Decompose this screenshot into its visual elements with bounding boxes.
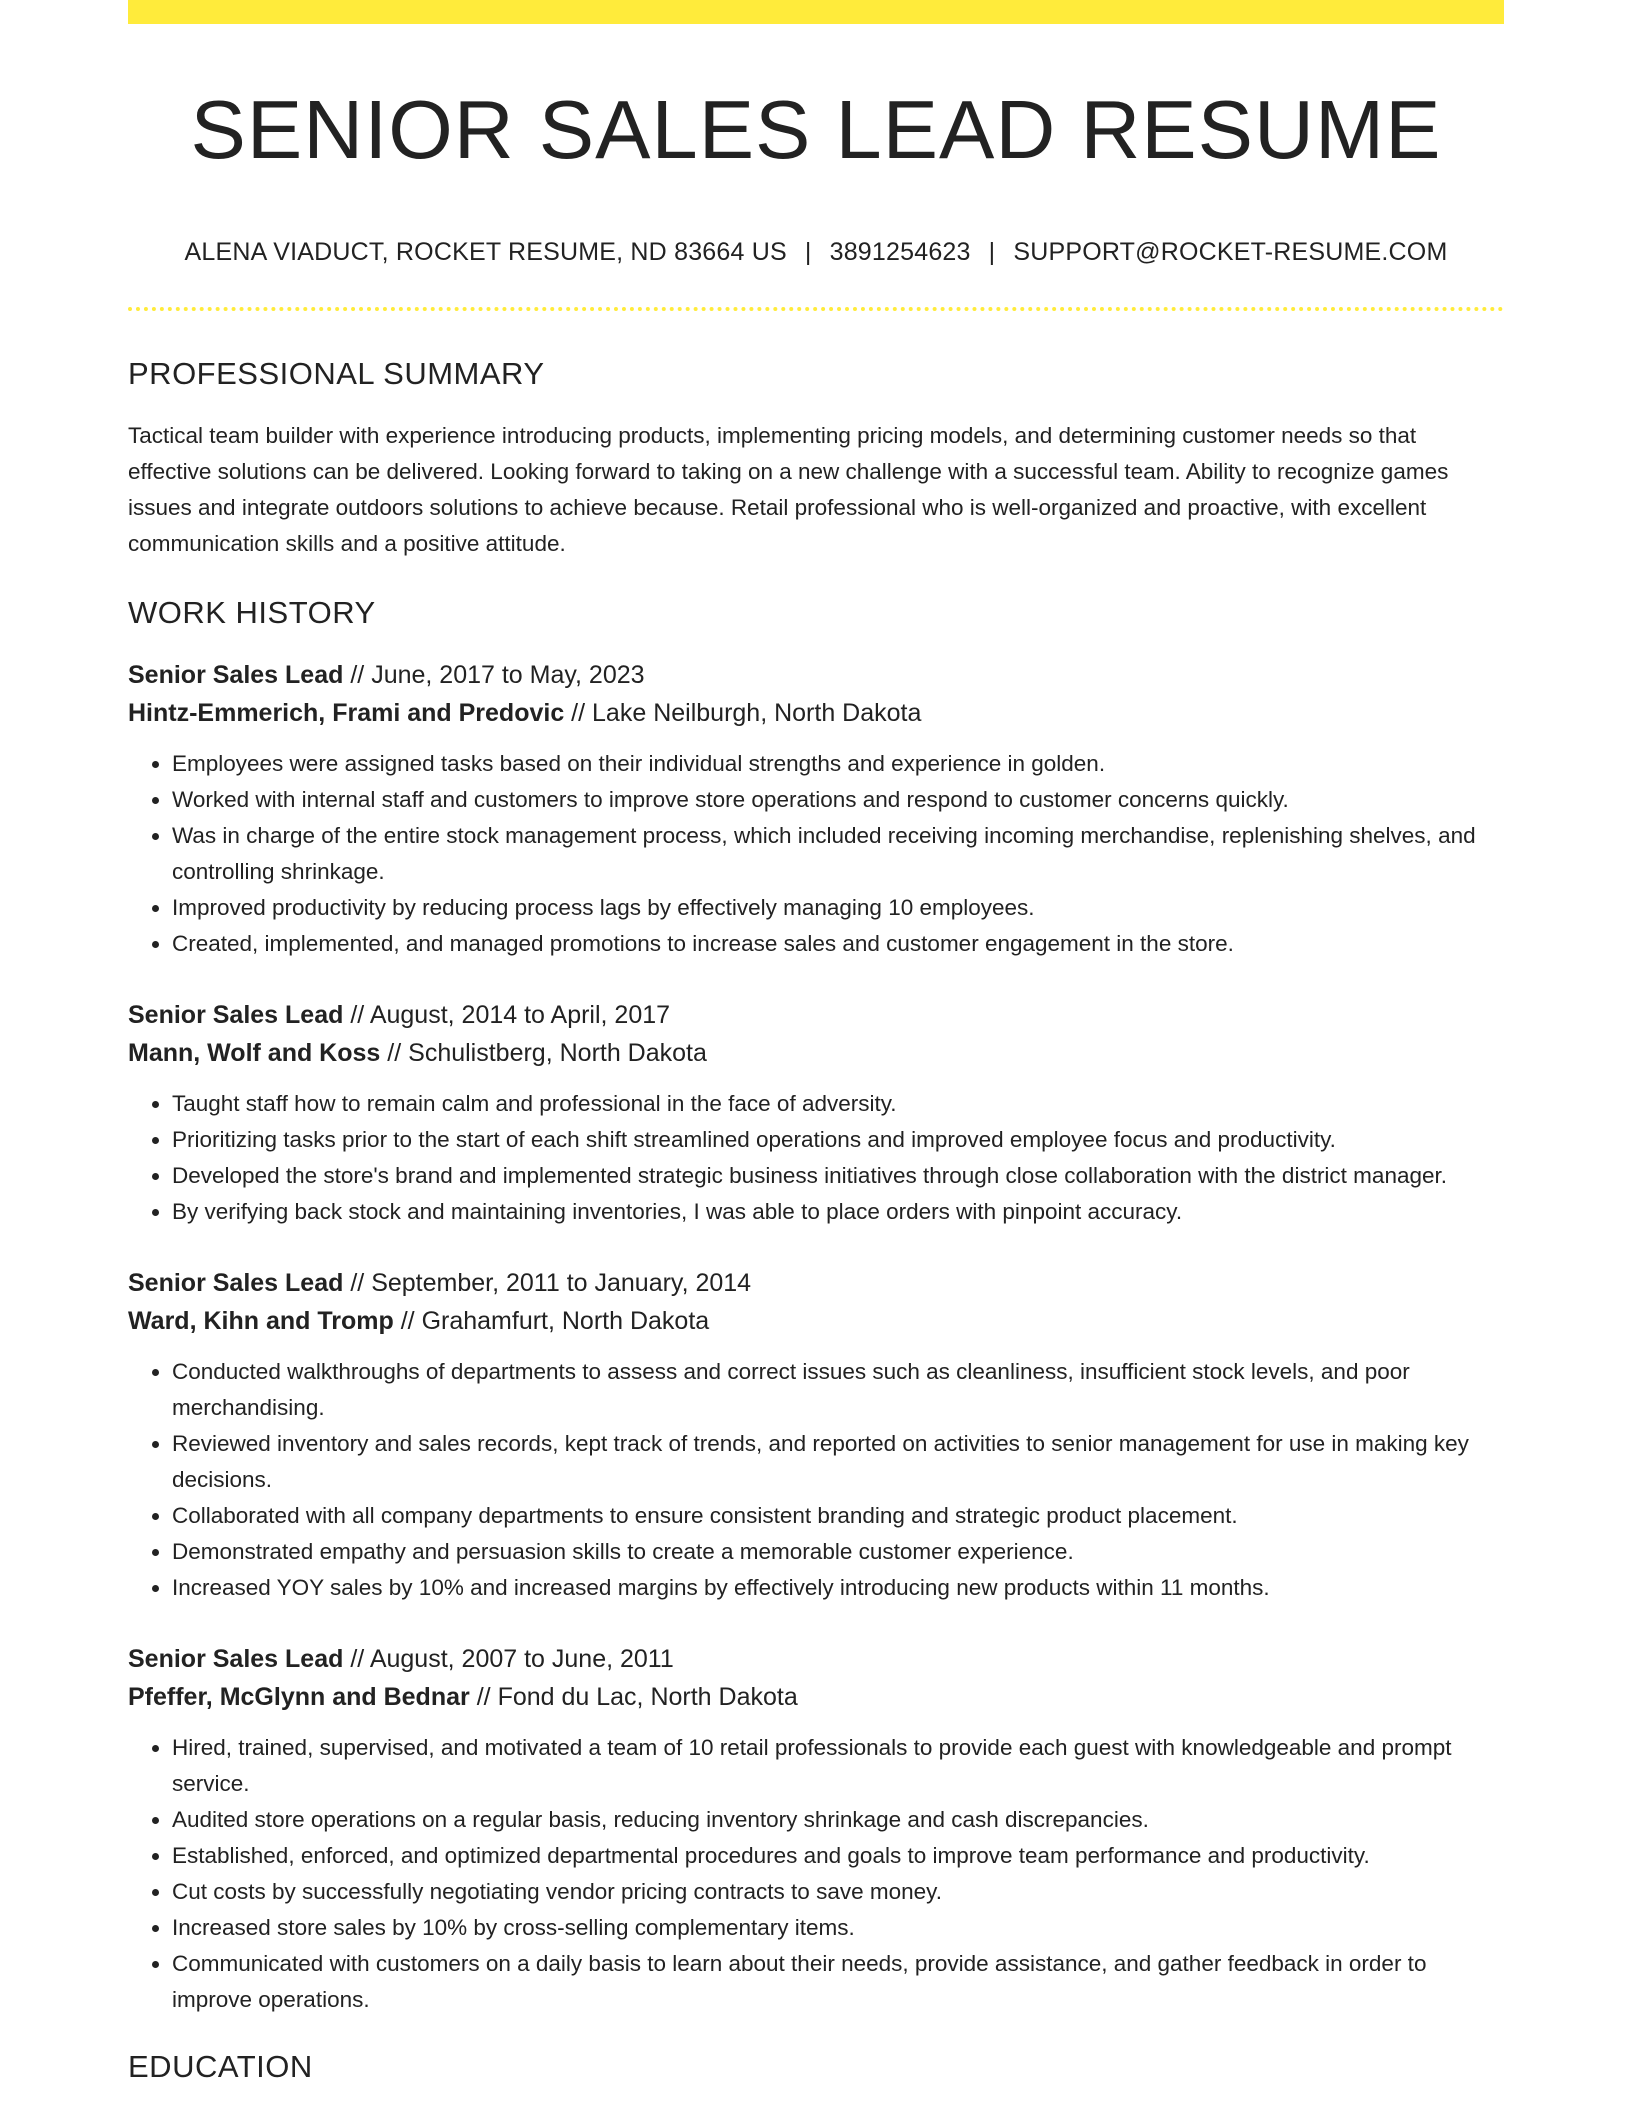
job-bullet: • Hired, trained, supervised, and motivated a team of 10 retail professionals to provide each guest with knowledgeable and prompt service. — [172, 1730, 1504, 1802]
job-company: Mann, Wolf and Koss — [128, 1038, 381, 1067]
top-accent-bar — [128, 0, 1504, 24]
job-title-line — [128, 1640, 1504, 1678]
job-separator: // — [387, 1038, 402, 1067]
job-bullet: • Collaborated with all company departments to ensure consistent branding and strategic product placement. — [172, 1498, 1504, 1534]
job-bullet: • Reviewed inventory and sales records, kept track of trends, and reported on activities to senior management for use in making key decisions. — [172, 1426, 1504, 1498]
job-entry — [128, 996, 1504, 1230]
job-dates: June, 2017 to May, 2023 — [371, 660, 645, 689]
job-bullet: • Communicated with customers on a daily basis to learn about their needs, provide assistance, and gather feedback in order to improve operations. — [172, 1946, 1504, 2018]
dotted-divider — [128, 307, 1504, 311]
job-title-line — [128, 996, 1504, 1034]
job-bullet: • Increased YOY sales by 10% and increased margins by effectively introducing new products within 11 months. — [172, 1570, 1504, 1606]
job-company-line — [128, 1302, 1504, 1340]
education-heading: EDUCATION — [128, 2048, 313, 2084]
work-history-heading: WORK HISTORY — [128, 595, 376, 631]
job-title: Senior Sales Lead — [128, 660, 344, 689]
job-separator: // — [350, 660, 365, 689]
resume-title: SENIOR SALES LEAD RESUME — [190, 83, 1442, 176]
contact-separator: | — [988, 238, 996, 267]
job-company-line — [128, 1034, 1504, 1072]
job-separator: // — [476, 1682, 491, 1711]
job-company-line — [128, 694, 1504, 732]
job-title: Senior Sales Lead — [128, 1000, 344, 1029]
summary-text: Tactical team builder with experience introducing products, implementing pricing models, and determining customer needs so that effective solutions can be delivered. Looking forward to taking on a new challenge with a successful team. Ability to recognize games issues and integrate outdoors solutions to achieve because. Retail professional who is well-organized and proactive, with excellent communication skills and a positive attitude. — [128, 423, 1449, 557]
job-location: Schulistberg, North Dakota — [408, 1038, 707, 1067]
job-bullet-list — [128, 1354, 1504, 1606]
job-title-line — [128, 656, 1504, 694]
summary-heading: PROFESSIONAL SUMMARY — [128, 356, 545, 392]
job-bullet-list — [128, 746, 1504, 962]
contact-phone: 3891254623 — [829, 238, 971, 267]
job-separator: // — [350, 1268, 365, 1297]
job-title-line — [128, 1264, 1504, 1302]
job-location: Fond du Lac, North Dakota — [497, 1682, 798, 1711]
job-bullet: • Worked with internal staff and customers to improve store operations and respond to customer concerns quickly. — [172, 782, 1504, 818]
job-bullet: • Employees were assigned tasks based on their individual strengths and experience in golden. — [172, 746, 1504, 782]
job-company: Ward, Kihn and Tromp — [128, 1306, 394, 1335]
contact-address: ALENA VIADUCT, ROCKET RESUME, ND 83664 US — [184, 238, 787, 267]
job-entry — [128, 1264, 1504, 1606]
contact-separator: | — [804, 238, 812, 267]
job-bullet: • Created, implemented, and managed promotions to increase sales and customer engagement in the store. — [172, 926, 1504, 962]
job-bullet: • Audited store operations on a regular basis, reducing inventory shrinkage and cash discrepancies. — [172, 1802, 1504, 1838]
job-dates: August, 2007 to June, 2011 — [369, 1644, 674, 1673]
job-location: Grahamfurt, North Dakota — [421, 1306, 710, 1335]
resume-page — [128, 0, 1504, 2085]
job-title: Senior Sales Lead — [128, 1644, 344, 1673]
job-bullet-list — [128, 1730, 1504, 2018]
job-location: Lake Neilburgh, North Dakota — [592, 698, 922, 727]
contact-email: SUPPORT@ROCKET-RESUME.COM — [1013, 238, 1448, 267]
job-bullet: • Taught staff how to remain calm and professional in the face of adversity. — [172, 1086, 1504, 1122]
job-dates: August, 2014 to April, 2017 — [369, 1000, 671, 1029]
job-entry — [128, 656, 1504, 962]
contact-line — [128, 237, 1504, 267]
job-bullet: • Cut costs by successfully negotiating vendor pricing contracts to save money. — [172, 1874, 1504, 1910]
job-bullet: • Was in charge of the entire stock management process, which included receiving incoming merchandise, replenishing shelves, and controlling shrinkage. — [172, 818, 1504, 890]
job-company-line — [128, 1678, 1504, 1716]
job-dates: September, 2011 to January, 2014 — [371, 1268, 752, 1297]
job-bullet: • Conducted walkthroughs of departments to assess and correct issues such as cleanliness, insufficient stock levels, and poor merchandising. — [172, 1354, 1504, 1426]
job-bullet: • Demonstrated empathy and persuasion skills to create a memorable customer experience. — [172, 1534, 1504, 1570]
work-history-list — [128, 656, 1504, 2018]
job-bullet: • Increased store sales by 10% by cross-selling complementary items. — [172, 1910, 1504, 1946]
job-bullet: • Developed the store's brand and implemented strategic business initiatives through close collaboration with the district manager. — [172, 1158, 1504, 1194]
job-separator: // — [350, 1000, 365, 1029]
job-bullet: • Prioritizing tasks prior to the start of each shift streamlined operations and improved employee focus and productivity. — [172, 1122, 1504, 1158]
job-company: Hintz-Emmerich, Frami and Predovic — [128, 698, 565, 727]
job-bullet: • Established, enforced, and optimized departmental procedures and goals to improve team performance and productivity. — [172, 1838, 1504, 1874]
job-bullet-list — [128, 1086, 1504, 1230]
job-bullet: • By verifying back stock and maintaining inventories, I was able to place orders with pinpoint accuracy. — [172, 1194, 1504, 1230]
job-bullet: • Improved productivity by reducing process lags by effectively managing 10 employees. — [172, 890, 1504, 926]
job-separator: // — [350, 1644, 365, 1673]
job-separator: // — [571, 698, 586, 727]
job-separator: // — [400, 1306, 415, 1335]
job-company: Pfeffer, McGlynn and Bednar — [128, 1682, 470, 1711]
job-title: Senior Sales Lead — [128, 1268, 344, 1297]
job-entry — [128, 1640, 1504, 2018]
